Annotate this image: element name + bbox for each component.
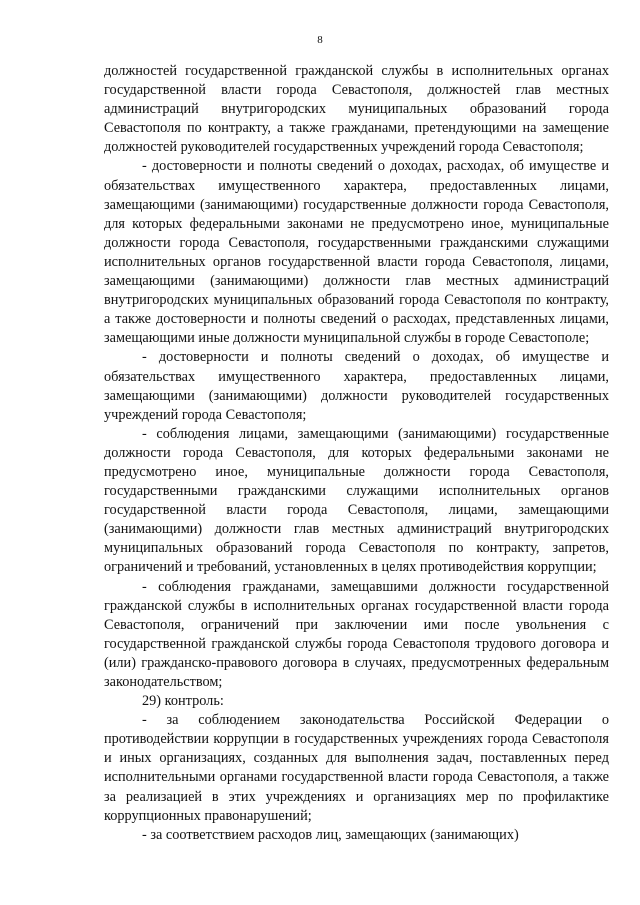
paragraph-control-anticorruption: - за соблюдением законодательства Российской Федерации о противодействии коррупции в государственных учреждениях города Севастополя и иных организациях, созданных для выполнения задач, поставленных перед исполнительными органами государственной власти города Севастополя, а также за реализацией в этих учреждениях и организациях мер по профилактике коррупционных правонарушений; [104,712,609,824]
document-body [104,62,609,845]
paragraph-control-expenses: - за соответствием расходов лиц, замещающих (занимающих) [142,826,519,843]
paragraph-continuation: должностей государственной гражданской службы в исполнительных органах государственной власти города Севастополя, должностей глав местных администраций внутригородских муниципальных образований города Севастополя по контракту, а также гражданами, претендующими на замещение должностей руководителей государственных учреждений города Севастополя; [104,63,609,156]
page-number: 8 [317,34,323,46]
paragraph-item-29-heading: 29) контроль: [142,693,224,710]
paragraph-income-disclosure-officials: - достоверности и полноты сведений о доходах, расходах, об имуществе и обязательствах имущественного характера, предоставленных лицами, замещающими (занимающими) государственные должности города Севастополя, для которых федеральными законами не предусмотрено иное, муниципальные должности города Севастополя, государственными гражданскими служащими исполнительных органов государственной власти города Севастополя, лицами, замещающими (занимающими) должности глав местных администраций внутригородских муниципальных образований города Севастополя по контракту, а также достоверности и полноты сведений о расходах, представленных лицами, замещающими иные должности муниципальной службы в городе Севастополе; [104,158,609,347]
paragraph-income-disclosure-institution-heads: - достоверности и полноты сведений о доходах, об имуществе и обязательствах имущественного характера, предоставленных лицами, замещающими (занимающими) должности руководителей государственных учреждений города Севастополя; [104,349,609,423]
paragraph-compliance-restrictions: - соблюдения лицами, замещающими (занимающими) государственные должности города Севастополя, для которых федеральными законами не предусмотрено иное, муниципальные должности города Севастополя, государственными гражданскими служащими исполнительных органов государственной власти города Севастополя, лицами, замещающими (занимающими) должности глав местных администраций внутригородских муниципальных образований города Севастополя по контракту, запретов, ограничений и требований, установленных в целях противодействия коррупции; [104,425,609,576]
paragraph-former-officials-restrictions: - соблюдения гражданами, замещавшими должности государственной гражданской службы в исполнительных органах государственной власти города Севастополя, ограничений при заключении ими после увольнения с государственной гражданской службы города Севастополя трудового договора и (или) гражданско-правового договора в случаях, предусмотренных федеральным законодательством; [104,578,609,690]
